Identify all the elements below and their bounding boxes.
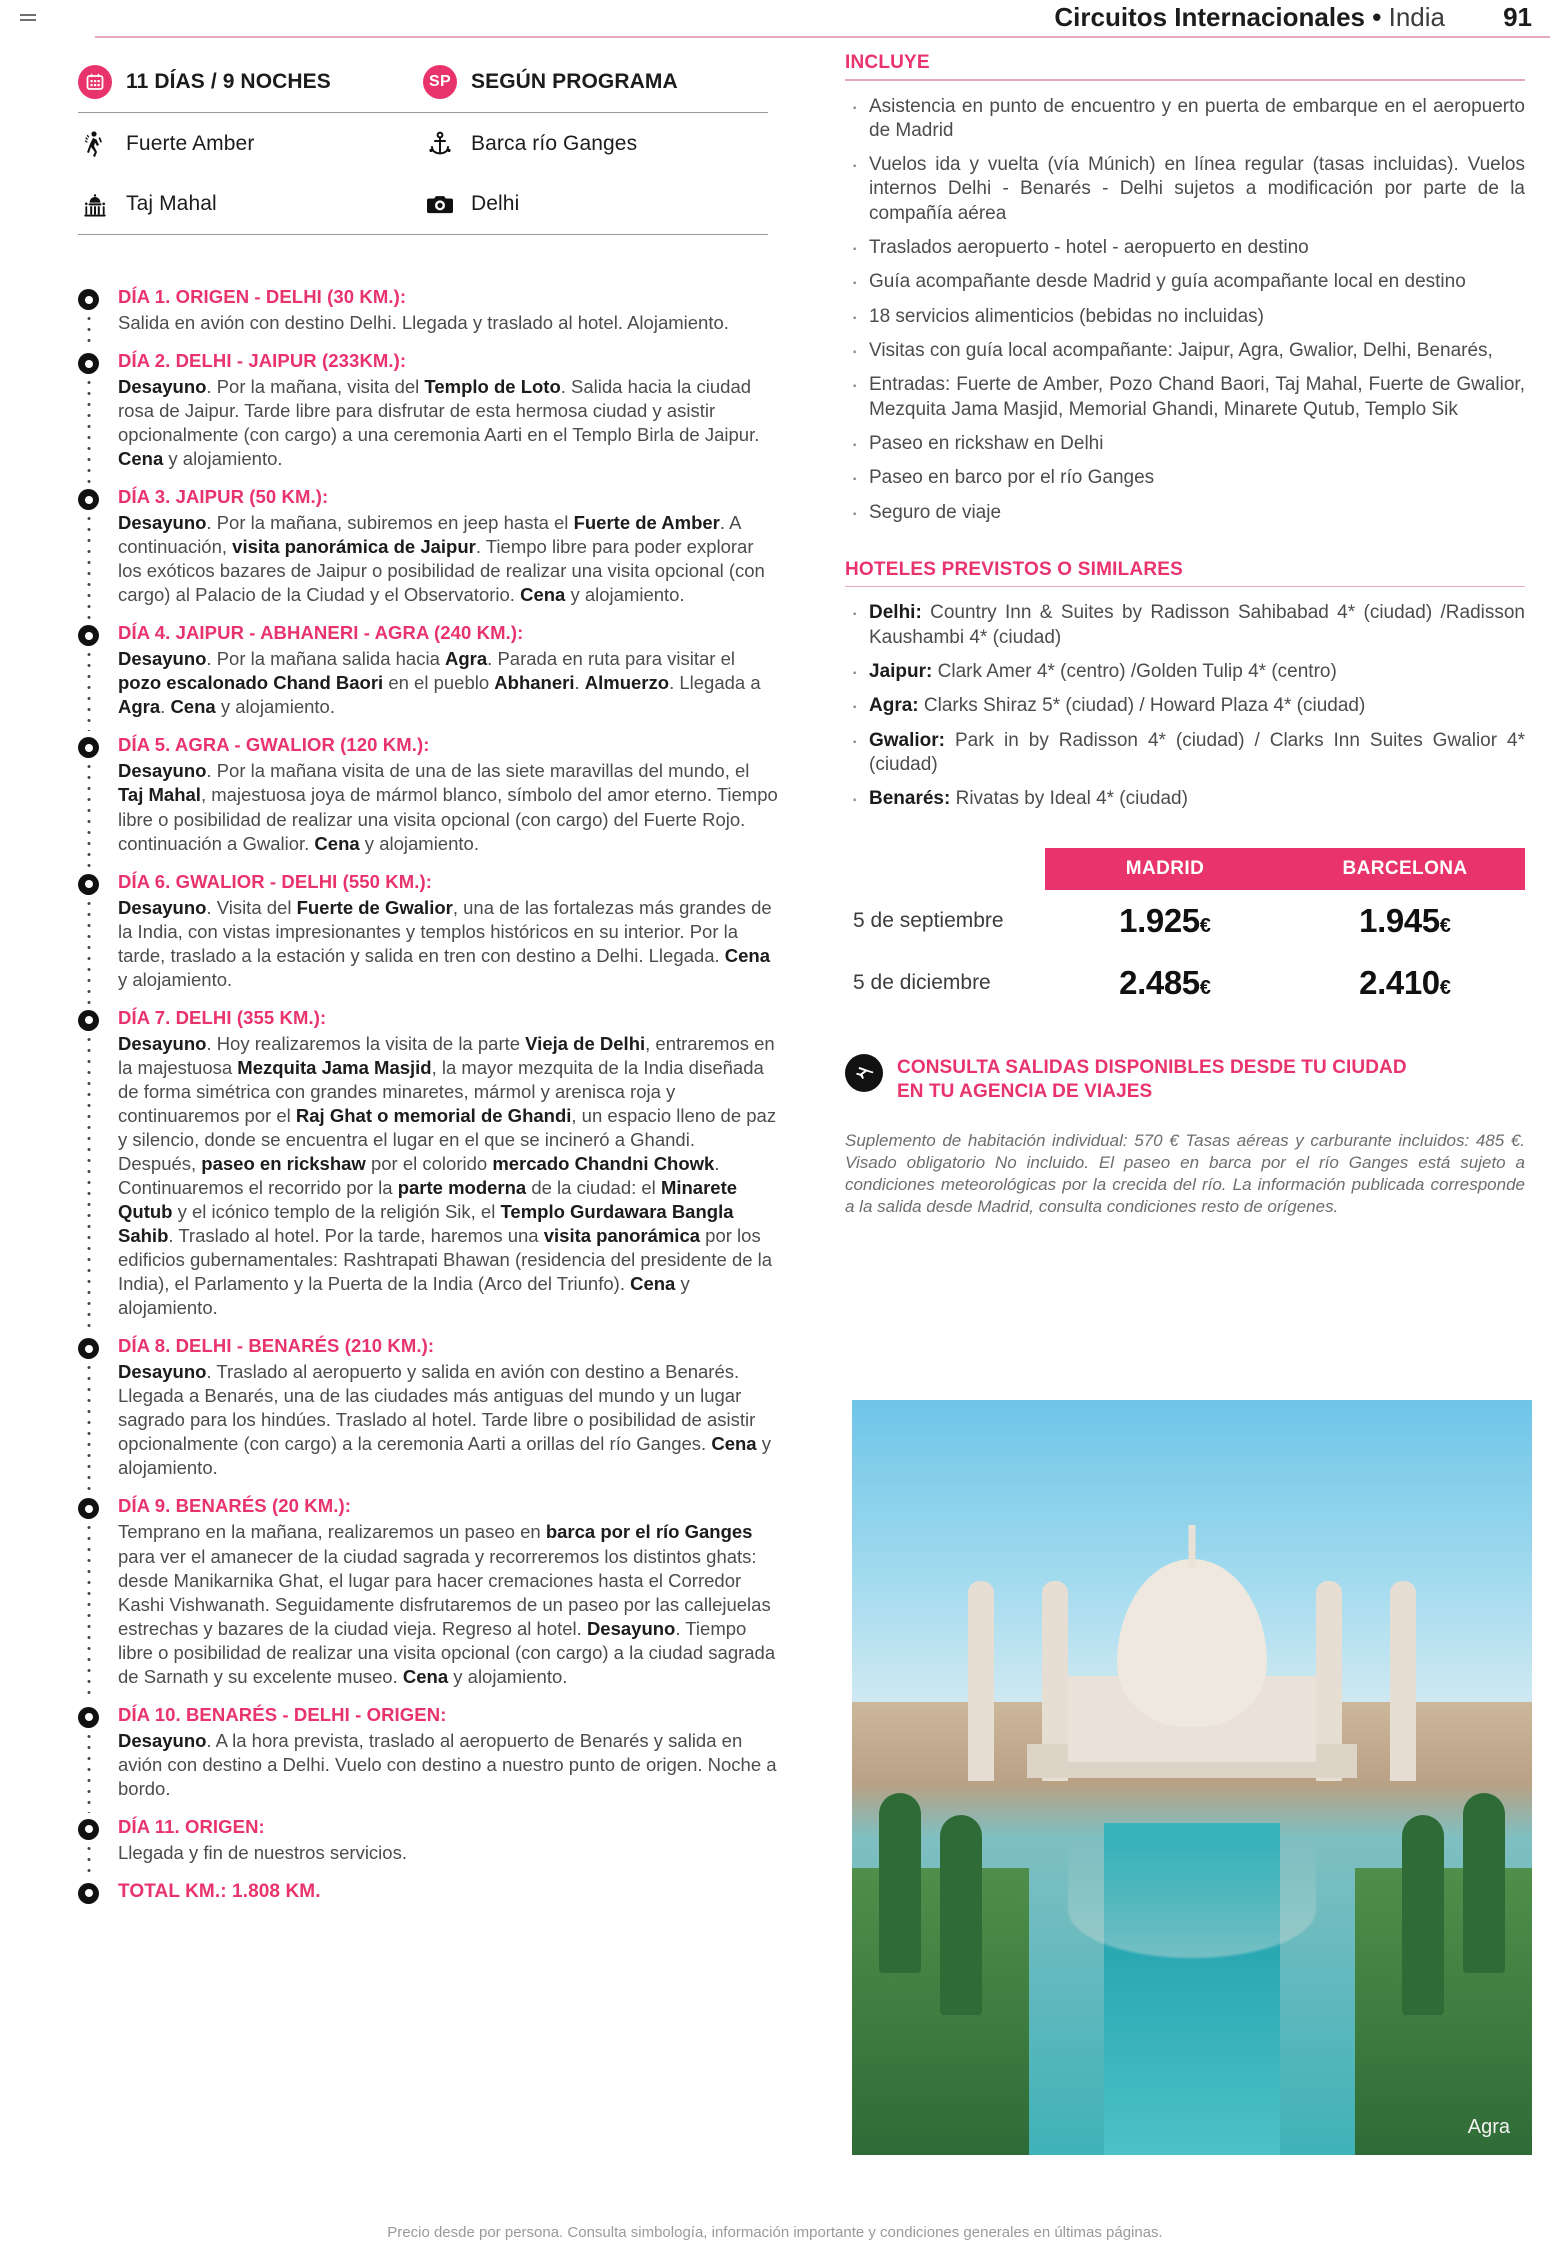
photo-hedge — [879, 1793, 921, 1973]
photo-taj-spire — [1189, 1525, 1196, 1567]
page-number: 91 — [1503, 2, 1532, 32]
page-title — [1054, 2, 1445, 33]
feature-program-label: SEGÚN PROGRAMA — [471, 70, 678, 93]
day-title: DÍA 4. JAIPUR - ABHANERI - AGRA (240 KM.): — [118, 622, 524, 644]
day-marker-icon — [78, 874, 99, 895]
price-barcelona — [1285, 902, 1525, 940]
list-item — [845, 694, 1525, 718]
table-row — [845, 890, 1525, 952]
consulta-line-1: CONSULTA SALIDAS DISPONIBLES DESDE TU CIUDAD — [897, 1056, 1407, 1078]
day-title: DÍA 2. DELHI - JAIPUR (233KM.): — [118, 350, 407, 372]
day-marker-icon — [78, 353, 99, 374]
list-item — [845, 601, 1525, 650]
feature-highlight-label-3: Delhi — [471, 192, 520, 215]
right-column — [845, 52, 1525, 1219]
day-body: Desayuno. Por la mañana visita de una de las siete maravillas del mundo, el Taj Mahal, majestuosa joya de mármol blanco, símbolo del amor eterno. Tiempo libre o posibilidad de realizar una visita opcional (con cargo) del Fuerte Rojo. continuación a Gwalior. Cena y alojamiento. — [118, 760, 778, 854]
day-marker-icon — [78, 737, 99, 758]
disclaimer-text: Suplemento de habitación individual: 570 € Tasas aéreas y carburante incluidos: 485 €. Visado obligatorio No incluido. El paseo en barca por el río Ganges está sujeto a condiciones meteorológicas por la crecida del río. La información publicada corresponde a la salida desde Madrid, consulta condiciones resto de orígenes. — [845, 1131, 1525, 1217]
departure-date: 5 de diciembre — [853, 970, 991, 994]
price-column-madrid: MADRID — [1045, 848, 1285, 890]
consulta-banner — [845, 1054, 1525, 1105]
page-header — [0, 0, 1550, 40]
timeline-connector — [87, 1522, 91, 1700]
feature-highlight-0 — [78, 127, 423, 161]
day-body: Desayuno. Por la mañana salida hacia Agra. Parada en ruta para visitar el pozo escalonado Chand Baori en el pueblo Abhaneri. Almuerzo. Llegada a Agra. Cena y alojamiento. — [118, 648, 761, 718]
day-marker-icon — [78, 1338, 99, 1359]
price-value: 1.925 — [1119, 901, 1200, 939]
timeline-connector — [87, 513, 91, 619]
anchor-icon — [423, 127, 457, 161]
feature-duration-label: 11 DÍAS / 9 NOCHES — [126, 70, 331, 93]
itinerary-day — [78, 733, 778, 855]
feature-highlight-label-0: Fuerte Amber — [126, 131, 255, 155]
photo-hedge — [1402, 1815, 1444, 2015]
destination-photo — [852, 1400, 1532, 2155]
feature-block — [78, 52, 768, 235]
list-item: · Paseo en barco por el río Ganges — [845, 466, 1525, 490]
itinerary-day — [78, 1703, 778, 1801]
day-marker-icon — [78, 489, 99, 510]
itinerary-day — [78, 349, 778, 471]
itinerary-day — [78, 1815, 778, 1865]
price-value: 2.410 — [1359, 963, 1440, 1001]
incluye-title: INCLUYE — [845, 52, 930, 73]
list-item — [845, 660, 1525, 684]
hotel-city: Agra: — [869, 695, 919, 717]
timeline-connector — [87, 761, 91, 867]
total-km-label: TOTAL KM.: 1.808 KM. — [118, 1880, 321, 1902]
day-body: Desayuno. Por la mañana, visita del Templo de Loto. Salida hacia la ciudad rosa de Jaipur. Tarde libre para disfrutar de esta hermosa ciudad y asistir opcionalmente (con cargo) a una ceremonia Aarti en el Templo Birla de Jaipur. Cena y alojamiento. — [118, 375, 760, 470]
day-marker-icon — [78, 1819, 99, 1840]
price-table — [845, 848, 1525, 1014]
photo-minaret — [1390, 1581, 1416, 1781]
timeline-connector — [87, 649, 91, 731]
hotel-city: Delhi: — [869, 602, 922, 624]
itinerary-day — [78, 870, 778, 992]
hotel-city: Benarés: — [869, 788, 951, 810]
list-item: · Vuelos ida y vuelta (vía Múnich) en línea regular (tasas incluidas). Vuelos internos Delhi - Benarés - Delhi sujetos a modificación por parte de la compañía aérea — [845, 153, 1525, 226]
table-row — [845, 952, 1525, 1014]
day-body: Salida en avión con destino Delhi. Llegada y traslado al hotel. Alojamiento. — [118, 311, 729, 333]
feature-row-highlights-2 — [78, 174, 768, 235]
day-body: Desayuno. Por la mañana, subiremos en jeep hasta el Fuerte de Amber. A continuación, visita panorámica de Jaipur. Tiempo libre para poder explorar los exóticos bazares de Jaipur o posibilidad de realizar una visita opcional (con cargo) al Palacio de la Ciudad y el Observatorio. Cena y alojamiento. — [118, 512, 765, 606]
hotel-detail: Country Inn & Suites by Radisson Sahibabad 4* (ciudad) /Radisson Kaushambi 4* (ciudad) — [869, 602, 1525, 648]
day-marker-icon — [78, 1010, 99, 1031]
list-item: · Visitas con guía local acompañante: Jaipur, Agra, Gwalior, Delhi, Benarés, — [845, 339, 1525, 363]
feature-duration — [78, 65, 423, 99]
price-madrid — [1045, 902, 1285, 940]
price-value: 2.485 — [1119, 963, 1200, 1001]
calendar-icon — [78, 65, 112, 99]
day-title: DÍA 9. BENARÉS (20 KM.): — [118, 1495, 351, 1517]
photo-hedge — [1463, 1793, 1505, 1973]
hiker-icon — [78, 127, 112, 161]
timeline-connector — [87, 377, 91, 483]
feature-row-highlights-1 — [78, 113, 768, 174]
day-body: Desayuno. Hoy realizaremos la visita de la parte Vieja de Delhi, entraremos en la majestuosa Mezquita Jama Masjid, la mayor mezquita de la India diseñada de forma simétrica con grandes minaretes, mármol y arenisca roja y continuaremos por el Raj Ghat o memorial de Ghandi, un espacio lleno de paz y silencio, donde se encuentra el lugar en el que se incineró a Ghandi. Después, paseo en rickshaw por el colorido mercado Chandni Chowk. Continuaremos el recorrido por la parte moderna de la ciudad: el Minarete Qutub y el icónico templo de la religión Sik, el Templo Gurdawara Bangla Sahib. Traslado al hotel. Por la tarde, haremos una visita panorámica por los edificios gubernamentales: Rashtrapati Bhawan (residencia del presidente de la India), el Parlamento y la Puerta de la India (Arco del Triunfo). Cena y alojamiento. — [118, 1032, 777, 1319]
itinerary-day — [78, 1494, 778, 1688]
currency-symbol: € — [1199, 976, 1211, 999]
itinerary-day — [78, 621, 778, 719]
day-marker-icon — [78, 625, 99, 646]
hotel-detail: Park in by Radisson 4* (ciudad) / Clarks Inn Suites Gwalior 4* (ciudad) — [869, 729, 1525, 775]
timeline-connector — [87, 1731, 91, 1813]
day-marker-icon — [78, 1883, 99, 1904]
incluye-section — [845, 52, 1525, 525]
currency-symbol: € — [1439, 914, 1451, 937]
day-body: Desayuno. Traslado al aeropuerto y salida en avión con destino a Benarés. Llegada a Benarés, una de las ciudades más antiguas del mundo y un lugar sagrado para los hindúes. Traslado al hotel. Tarde libre o posibilidad de asistir opcionalmente (con cargo) a la ceremonia Aarti a orillas del río Ganges. Cena y alojamiento. — [118, 1361, 771, 1479]
left-column — [78, 52, 778, 1919]
day-marker-icon — [78, 1498, 99, 1519]
list-item: · Traslados aeropuerto - hotel - aeropuerto en destino — [845, 236, 1525, 260]
day-body: Llegada y fin de nuestros servicios. — [118, 1841, 407, 1863]
day-body: Desayuno. Visita del Fuerte de Gwalior, una de las fortalezas más grandes de la India, con vistas impresionantes y templos históricos en su interior. Por la tarde, traslado a la estación y salida en tren con destino a Delhi. Llegada. Cena y alojamiento. — [118, 896, 772, 990]
itinerary-day — [78, 285, 778, 335]
day-title: DÍA 10. BENARÉS - DELHI - ORIGEN: — [118, 1703, 447, 1725]
price-madrid — [1045, 964, 1285, 1002]
price-barcelona — [1285, 964, 1525, 1002]
timeline-connector — [87, 1843, 91, 1877]
itinerary-list — [78, 285, 778, 1905]
list-item — [845, 787, 1525, 811]
camera-icon — [423, 187, 457, 221]
list-item: · 18 servicios alimenticios (bebidas no incluidas) — [845, 305, 1525, 329]
consulta-text — [897, 1054, 1407, 1105]
feature-row-duration — [78, 52, 768, 113]
day-title: DÍA 1. ORIGEN - DELHI (30 KM.): — [118, 286, 407, 307]
page-footer: Precio desde por persona. Consulta simbología, información importante y condiciones generales en últimas páginas. — [387, 2224, 1163, 2241]
photo-caption: Agra — [1467, 2116, 1510, 2138]
list-item: · Paseo en rickshaw en Delhi — [845, 432, 1525, 456]
hoteles-divider — [845, 586, 1525, 588]
hotel-city: Jaipur: — [869, 661, 933, 682]
incluye-list — [845, 95, 1525, 525]
feature-highlight-3 — [423, 187, 768, 221]
list-item: · Guía acompañante desde Madrid y guía acompañante local en destino — [845, 270, 1525, 294]
header-divider — [95, 36, 1550, 38]
itinerary-day — [78, 485, 778, 607]
price-column-barcelona: BARCELONA — [1285, 848, 1525, 890]
feature-program — [423, 65, 768, 99]
timeline-connector — [87, 313, 91, 347]
itinerary-day — [78, 1006, 778, 1321]
list-item: · Entradas: Fuerte de Amber, Pozo Chand Baori, Taj Mahal, Fuerte de Gwalior, Mezquita Jama Masjid, Memorial Ghandi, Minarete Qutub, Templo Sik — [845, 373, 1525, 422]
incluye-divider — [845, 79, 1525, 81]
consulta-line-2: EN TU AGENCIA DE VIAJES — [897, 1080, 1153, 1102]
header-region: India — [1388, 2, 1445, 32]
timeline-connector — [87, 898, 91, 1004]
currency-symbol: € — [1199, 914, 1211, 937]
list-item: · Asistencia en punto de encuentro y en puerta de embarque en el aeropuerto de Madrid — [845, 95, 1525, 144]
feature-highlight-label-1: Barca río Ganges — [471, 131, 638, 155]
day-title: DÍA 8. DELHI - BENARÉS (210 KM.): — [118, 1335, 435, 1357]
hoteles-title: HOTELES PREVISTOS O SIMILARES — [845, 558, 1184, 580]
hoteles-section — [845, 559, 1525, 812]
day-title: DÍA 3. JAIPUR (50 KM.): — [118, 486, 329, 508]
sp-badge-icon: SP — [423, 65, 457, 99]
day-title: DÍA 7. DELHI (355 KM.): — [118, 1006, 327, 1028]
itinerary-total-km — [78, 1879, 778, 1905]
corner-mark-icon — [20, 14, 36, 24]
hotel-city: Gwalior: — [869, 729, 946, 751]
feature-highlight-2 — [78, 187, 423, 221]
hotel-detail: Clark Amer 4* (centro) /Golden Tulip 4* (centro) — [932, 661, 1337, 682]
hotel-detail: Clarks Shiraz 5* (ciudad) / Howard Plaza 4* (ciudad) — [918, 695, 1366, 717]
itinerary-day — [78, 1334, 778, 1480]
list-item: · Seguro de viaje — [845, 501, 1525, 525]
day-body: Temprano en la mañana, realizaremos un paseo en barca por el río Ganges para ver el amanecer de la ciudad sagrada y recorreremos los distintos ghats: desde Manikarnika Ghat, el lugar para hacer cremaciones hasta el Corredor Kashi Vishwanath. Seguidamente disfrutaremos de un paseo por las callejuelas estrechas y bazares de la ciudad vieja. Regreso al hotel. Desayuno. Tiempo libre o posibilidad de realizar una visita opcional (con cargo) a la ciudad sagrada de Sarnath y su excelente museo. Cena y alojamiento. — [118, 1521, 776, 1687]
day-title: DÍA 5. AGRA - GWALIOR (120 KM.): — [118, 734, 430, 756]
hotel-detail: Rivatas by Ideal 4* (ciudad) — [950, 788, 1188, 810]
monument-icon — [78, 187, 112, 221]
header-title-bold: Circuitos Internacionales — [1054, 2, 1366, 32]
day-marker-icon — [78, 1707, 99, 1728]
airplane-icon — [845, 1054, 883, 1092]
day-body: Desayuno. A la hora prevista, traslado al aeropuerto de Benarés y salida en avión con destino a Delhi. Vuelo con destino a nuestro punto de origen. Noche a bordo. — [118, 1729, 777, 1799]
price-table-header — [1045, 848, 1525, 890]
photo-hedge — [940, 1815, 982, 2015]
timeline-connector — [87, 1362, 91, 1492]
list-item — [845, 729, 1525, 778]
day-marker-icon — [78, 289, 99, 310]
timeline-connector — [87, 1034, 91, 1333]
header-separator: • — [1372, 2, 1382, 32]
feature-highlight-label-2: Taj Mahal — [126, 192, 217, 215]
photo-minaret — [968, 1581, 994, 1781]
currency-symbol: € — [1439, 976, 1451, 999]
departure-date: 5 de septiembre — [853, 908, 1004, 932]
price-value: 1.945 — [1359, 901, 1440, 939]
feature-highlight-1 — [423, 127, 768, 161]
day-title: DÍA 11. ORIGEN: — [118, 1815, 265, 1837]
photo-taj-reflection — [1068, 1838, 1316, 1958]
hoteles-list — [845, 601, 1525, 811]
day-title: DÍA 6. GWALIOR - DELHI (550 KM.): — [118, 870, 433, 892]
